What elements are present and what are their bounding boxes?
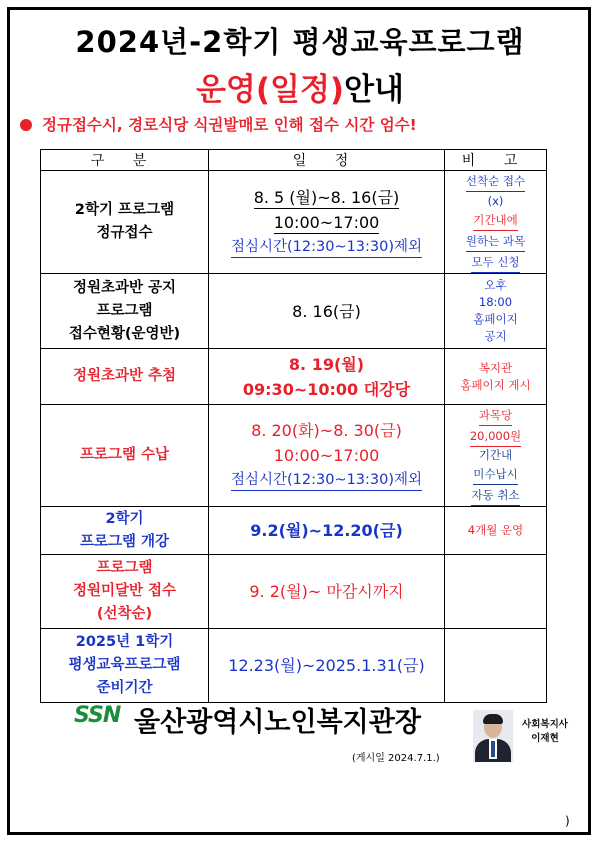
note-line: 오후 bbox=[484, 278, 507, 292]
category-line: 프로그램 bbox=[96, 560, 153, 576]
subtitle-rest: 안내 bbox=[344, 72, 405, 108]
schedule-line: 12.23(월)~2025.1.31(금) bbox=[228, 656, 425, 675]
schedule-line: 09:30~10:00 대강당 bbox=[242, 379, 411, 399]
schedule-line: 8. 16(금) bbox=[292, 301, 361, 321]
note-line: 미수납시 bbox=[473, 464, 517, 485]
staff-name: 이재현 bbox=[531, 733, 559, 744]
table-row bbox=[41, 349, 547, 405]
schedule-line: 10:00~17:00 bbox=[273, 212, 380, 232]
note-line: 공지 bbox=[484, 329, 507, 343]
category-line: 접수현황(운영반) bbox=[68, 325, 181, 342]
staff-title: 사회복지사 bbox=[522, 719, 568, 730]
page-title: 2024년-2학기 평생교육프로그램 bbox=[75, 25, 525, 59]
row-note bbox=[445, 171, 547, 274]
category-line: (선착순) bbox=[96, 606, 153, 622]
category-line: 프로그램 bbox=[96, 302, 153, 319]
note-line: 선착순 접수 bbox=[466, 171, 525, 192]
row-category bbox=[41, 555, 209, 629]
schedule-line: 10:00~17:00 bbox=[273, 446, 380, 465]
category-line: 준비기간 bbox=[96, 680, 153, 696]
category-line: 정원미달반 접수 bbox=[72, 583, 177, 599]
page-subtitle bbox=[0, 64, 600, 109]
note-line: 4개월 운영 bbox=[467, 523, 524, 537]
note-line: 과목당 bbox=[479, 405, 512, 426]
note-line: 기간내 bbox=[478, 448, 513, 462]
note-line: 20,000원 bbox=[470, 426, 521, 447]
row-note bbox=[445, 629, 547, 703]
organization-name: 울산광역시노인복지관장 bbox=[134, 707, 421, 738]
table-row bbox=[41, 405, 547, 507]
notice-line bbox=[20, 113, 580, 135]
schedule-table bbox=[40, 149, 547, 703]
note-line: 원하는 과목 bbox=[466, 231, 525, 252]
header-category: 구 분 bbox=[41, 150, 209, 171]
row-note bbox=[445, 405, 547, 507]
row-note bbox=[445, 555, 547, 629]
row-schedule bbox=[209, 555, 445, 629]
schedule-line: 8. 20(화)~8. 30(금) bbox=[251, 421, 402, 440]
schedule-line: 9. 2(월)~ 마감시까지 bbox=[249, 582, 404, 601]
schedule-line: 점심시간(12:30~13:30)제외 bbox=[231, 470, 422, 491]
row-schedule bbox=[209, 349, 445, 405]
category-line: 정규접수 bbox=[96, 225, 153, 241]
category-line: 2025년 1학기 bbox=[75, 634, 174, 650]
category-line: 프로그램 수납 bbox=[79, 447, 170, 463]
category-line: 정원초과반 추첨 bbox=[72, 368, 177, 384]
category-line: 2학기 bbox=[105, 510, 144, 527]
table-row bbox=[41, 555, 547, 629]
row-schedule bbox=[209, 629, 445, 703]
note-line: 복지관 bbox=[478, 360, 513, 375]
logo-text: SSN bbox=[74, 703, 121, 728]
table-header-row bbox=[41, 150, 547, 171]
table-row bbox=[41, 507, 547, 555]
note-line: (x) bbox=[487, 194, 504, 208]
category-line: 2학기 프로그램 bbox=[74, 202, 175, 218]
row-schedule bbox=[209, 274, 445, 349]
staff-info bbox=[515, 718, 575, 746]
row-category bbox=[41, 629, 209, 703]
schedule-line: 8. 5 (월)~8. 16(금) bbox=[253, 187, 400, 207]
row-category bbox=[41, 171, 209, 274]
row-schedule bbox=[209, 171, 445, 274]
ssn-logo bbox=[74, 703, 120, 728]
staff-photo bbox=[473, 710, 513, 762]
note-line: 홈페이지 게시 bbox=[460, 377, 531, 392]
schedule-line: 점심시간(12:30~13:30)제외 bbox=[231, 237, 422, 258]
schedule-line: 9.2(월)~12.20(금) bbox=[250, 521, 403, 540]
notice-text: 정규접수시, 경로식당 식권발매로 인해 접수 시간 엄수! bbox=[42, 116, 417, 134]
header-schedule: 일 정 bbox=[209, 150, 445, 171]
note-line: 18:00 bbox=[478, 295, 513, 309]
row-category bbox=[41, 405, 209, 507]
table-row bbox=[41, 171, 547, 274]
category-line: 평생교육프로그램 bbox=[68, 657, 181, 673]
posted-date: (게시일 2024.7.1.) bbox=[352, 753, 440, 764]
row-note bbox=[445, 349, 547, 405]
category-line: 정원초과반 공지 bbox=[72, 279, 177, 296]
row-schedule bbox=[209, 507, 445, 555]
note-line: 자동 취소 bbox=[471, 485, 519, 506]
table-row bbox=[41, 629, 547, 703]
row-note bbox=[445, 507, 547, 555]
header-note: 비 고 bbox=[445, 150, 547, 171]
row-category bbox=[41, 507, 209, 555]
note-line: 기간내에 bbox=[473, 210, 517, 231]
row-category bbox=[41, 274, 209, 349]
row-category bbox=[41, 349, 209, 405]
corner-mark: ) bbox=[565, 814, 570, 828]
schedule-line: 8. 19(월) bbox=[288, 354, 365, 374]
table-row bbox=[41, 274, 547, 349]
category-line: 프로그램 개강 bbox=[79, 533, 170, 550]
subtitle-highlight: 운영(일정) bbox=[195, 72, 345, 108]
row-note bbox=[445, 274, 547, 349]
note-line: 모두 신청 bbox=[471, 252, 519, 273]
row-schedule bbox=[209, 405, 445, 507]
bullet-icon bbox=[20, 119, 32, 131]
note-line: 홈페이지 bbox=[473, 312, 518, 326]
